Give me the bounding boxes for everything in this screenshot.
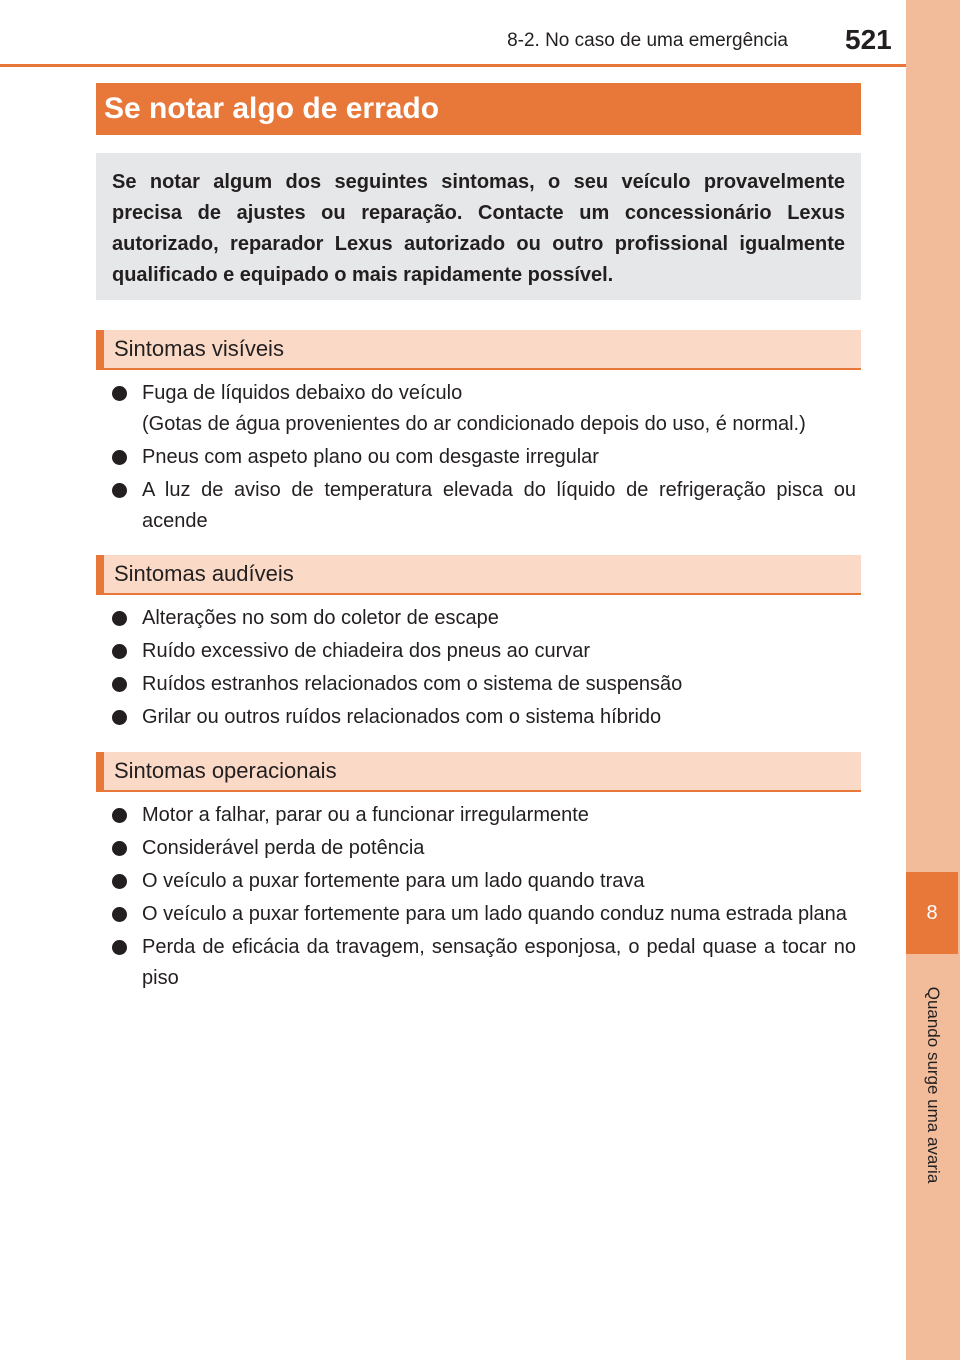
list-item-text: O veículo a puxar fortemente para um lado quando conduz numa estrada plana [142, 903, 847, 925]
section-heading-audible-symptoms: Sintomas audíveis [96, 555, 861, 595]
bullet-icon [112, 940, 127, 955]
list-item [112, 636, 856, 667]
bullet-icon [112, 710, 127, 725]
list-item-text: Grilar ou outros ruídos relacionados com o sistema híbrido [142, 706, 662, 728]
section-heading-visible-symptoms: Sintomas visíveis [96, 330, 861, 370]
list-item [112, 702, 856, 733]
running-header-section: 8-2. No caso de uma emergência [507, 30, 788, 51]
bullet-icon [112, 644, 127, 659]
bullet-icon [112, 841, 127, 856]
list-item [112, 669, 856, 700]
list-item-text: Ruídos estranhos relacionados com o sistema de suspensão [142, 673, 683, 695]
chapter-title-vertical: Quando surge uma avaria [924, 986, 943, 1184]
header-rule [0, 64, 906, 67]
list-item [112, 899, 856, 930]
list-item [112, 378, 856, 440]
bullet-icon [112, 611, 127, 626]
bullet-icon [112, 874, 127, 889]
list-item-text: Alterações no som do coletor de escape [142, 607, 499, 629]
list-item [112, 475, 856, 537]
intro-box: Se notar algum dos seguintes sintomas, o seu veículo provavelmente precisa de ajustes ou reparação. Contacte um concessionário Lexus autorizado, reparador Lexus autorizado ou outro profissional igualmente qualificado e equipado o mais rapidamente possível. [96, 153, 861, 300]
list-item-text: Pneus com aspeto plano ou com desgaste irregular [142, 446, 599, 468]
list-item-text: Perda de eficácia da travagem, sensação esponjosa, o pedal quase a tocar no piso [142, 936, 856, 989]
section-heading-operational-symptoms: Sintomas operacionais [96, 752, 861, 792]
list-item-text: A luz de aviso de temperatura elevada do líquido de refrigeração pisca ou acende [142, 479, 856, 532]
bullet-icon [112, 907, 127, 922]
list-item [112, 833, 856, 864]
bullet-icon [112, 808, 127, 823]
operational-symptoms-list [112, 800, 856, 996]
audible-symptoms-list [112, 603, 856, 735]
bullet-icon [112, 677, 127, 692]
list-item-text: Considerável perda de potência [142, 837, 425, 859]
chapter-number-tab: 8 [906, 872, 958, 954]
page-title: Se notar algo de errado [96, 83, 861, 135]
page-number: 521 [845, 24, 892, 55]
list-item [112, 866, 856, 897]
list-item [112, 800, 856, 831]
bullet-icon [112, 450, 127, 465]
visible-symptoms-list [112, 378, 856, 539]
bullet-icon [112, 386, 127, 401]
list-item-text: Ruído excessivo de chiadeira dos pneus ao curvar [142, 640, 591, 662]
bullet-icon [112, 483, 127, 498]
list-item-text: Motor a falhar, parar ou a funcionar irregularmente [142, 804, 589, 826]
list-item-note: (Gotas de água provenientes do ar condicionado depois do uso, é normal.) [142, 413, 806, 435]
list-item [112, 932, 856, 994]
list-item-text: O veículo a puxar fortemente para um lado quando trava [142, 870, 645, 892]
list-item-text: Fuga de líquidos debaixo do veículo [142, 382, 463, 404]
list-item [112, 442, 856, 473]
list-item [112, 603, 856, 634]
